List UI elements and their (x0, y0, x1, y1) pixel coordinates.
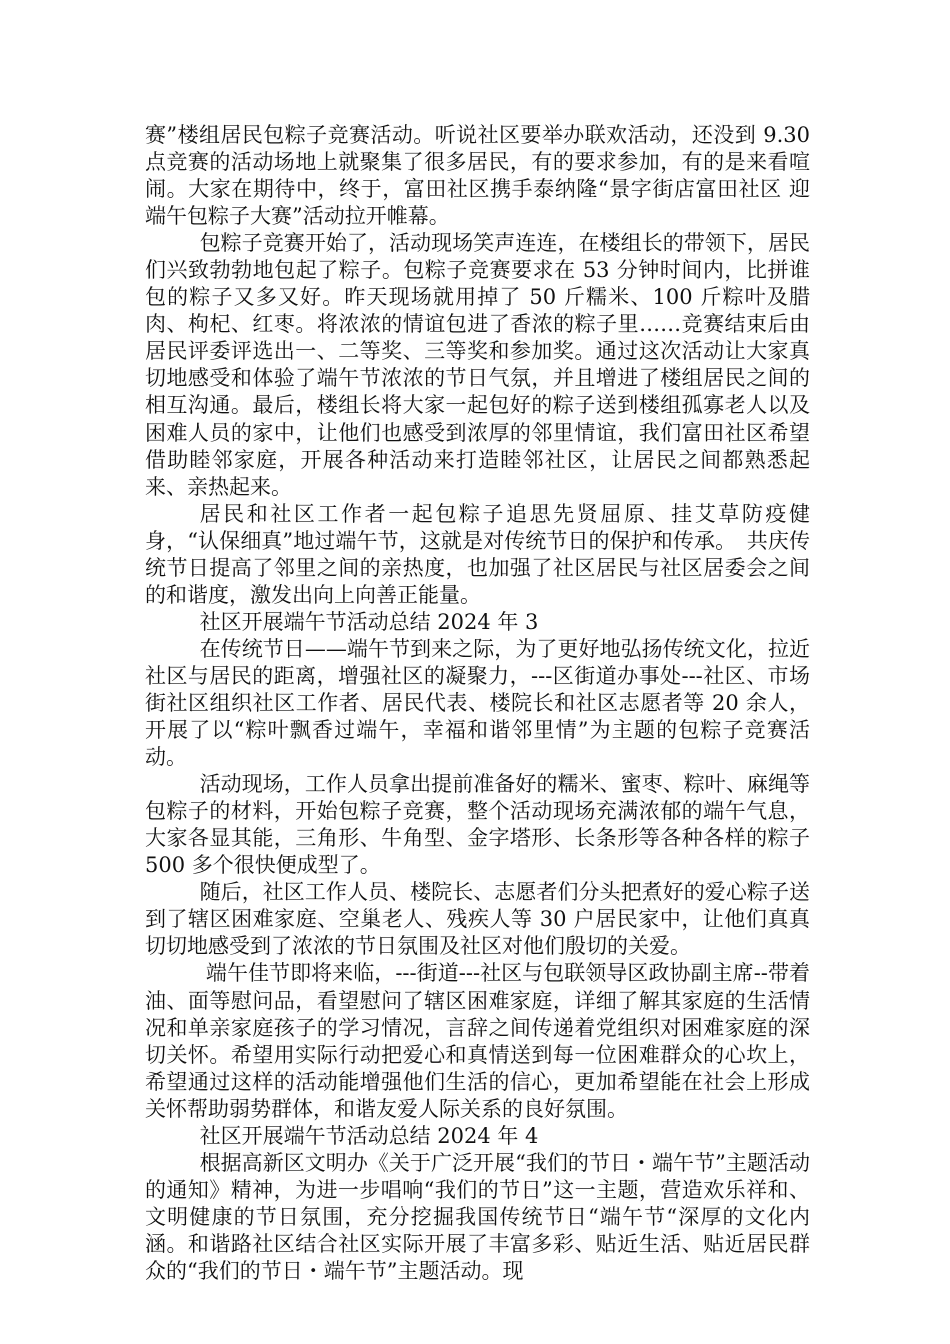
paragraph-tradition: 居民和社区工作者一起包粽子追思先贤屈原、挂艾草防疫健身，“认保细真”地过端午节，这就是对传统节日的保护和传承。 共庆传统节日提高了邻里之间的亲热度，也加强了社区居民与社区居委会之间的和谐度，激发出向上向善正能量。 (145, 501, 810, 607)
section-heading-4: 社区开展端午节活动总结 2024 年 4 (199, 1123, 539, 1148)
paragraph-visit: 端午佳节即将来临，---街道---社区与包联领导区政协副主席--带着油、面等慰问品，看望慰问了辖区困难家庭，详细了解其家庭的生活情况和单亲家庭孩子的学习情况，言辞之间传递着党组织对困难家庭的深切关怀。希望用实际行动把爱心和真情送到每一位困难群众的心坎上，希望通过这样的活动能增强他们生活的信心，更加希望能在社会上形成关怀帮助弱势群体，和谐友爱人际关系的良好氛围。 (145, 961, 810, 1121)
section-heading-3: 社区开展端午节活动总结 2024 年 3 (199, 609, 539, 634)
paragraph-delivery: 随后，社区工作人员、楼院长、志愿者们分头把煮好的爱心粽子送到了辖区困难家庭、空巢老人、残疾人等 30 户居民家中，让他们真真切切地感受到了浓浓的节日氛围及社区对他们殷切的关爱。 (145, 880, 810, 959)
paragraph-intro-3: 在传统节日——端午节到来之际，为了更好地弘扬传统文化，拉近社区与居民的距离，增强社区的凝聚力，---区街道办事处---社区、市场街社区组织社区工作者、居民代表、楼院长和社区志愿者等 20 余人，开展了以“粽叶飘香过端午，幸福和谐邻里情”为主题的包粽子竞赛活动。 (145, 636, 810, 770)
document-body (145, 122, 810, 1285)
paragraph-competition: 包粽子竞赛开始了，活动现场笑声连连，在楼组长的带领下，居民们兴致勃勃地包起了粽子。包粽子竞赛要求在 53 分钟时间内，比拼谁包的粽子又多又好。昨天现场就用掉了 50 斤糯米、100 斤粽叶及腊肉、枸杞、红枣。将浓浓的情谊包进了香浓的粽子里……竞赛结束后由居民评委评选出一、二等奖、三等奖和参加奖。通过这次活动让大家真切地感受和体验了端午节浓浓的节日气氛，并且增进了楼组居民之间的相互沟通。最后，楼组长将大家一起包好的粽子送到楼组孤寡老人以及困难人员的家中，让他们也感受到浓厚的邻里情谊，我们富田社区希望借助睦邻家庭，开展各种活动来打造睦邻社区，让居民之间都熟悉起来、亲热起来。 (145, 231, 810, 499)
paragraph-continuation: 赛”楼组居民包粽子竞赛活动。听说社区要举办联欢活动，还没到 9.30 点竞赛的活动场地上就聚集了很多居民，有的要求参加，有的是来看喧闹。大家在期待中，终于，富田社区携手泰纳隆“景字街店富田社区 迎端午包粽子大赛”活动拉开帷幕。 (145, 123, 810, 229)
paragraph-intro-4: 根据高新区文明办《关于广泛开展“我们的节日・端午节”主题活动的通知》精神，为进一步唱响“我们的节日”这一主题，营造欢乐祥和、文明健康的节日氛围，充分挖掘我国传统节日“端午节“深厚的文化内涵。和谐路社区结合社区实际开展了丰富多彩、贴近生活、贴近居民群众的“我们的节日・端午节”主题活动。现 (145, 1150, 810, 1283)
paragraph-activity-scene: 活动现场，工作人员拿出提前准备好的糯米、蜜枣、粽叶、麻绳等包粽子的材料，开始包粽子竞赛，整个活动现场充满浓郁的端午气息，大家各显其能，三角形、牛角型、金字塔形、长条形等各种各样的粽子 500 多个很快便成型了。 (145, 772, 810, 878)
